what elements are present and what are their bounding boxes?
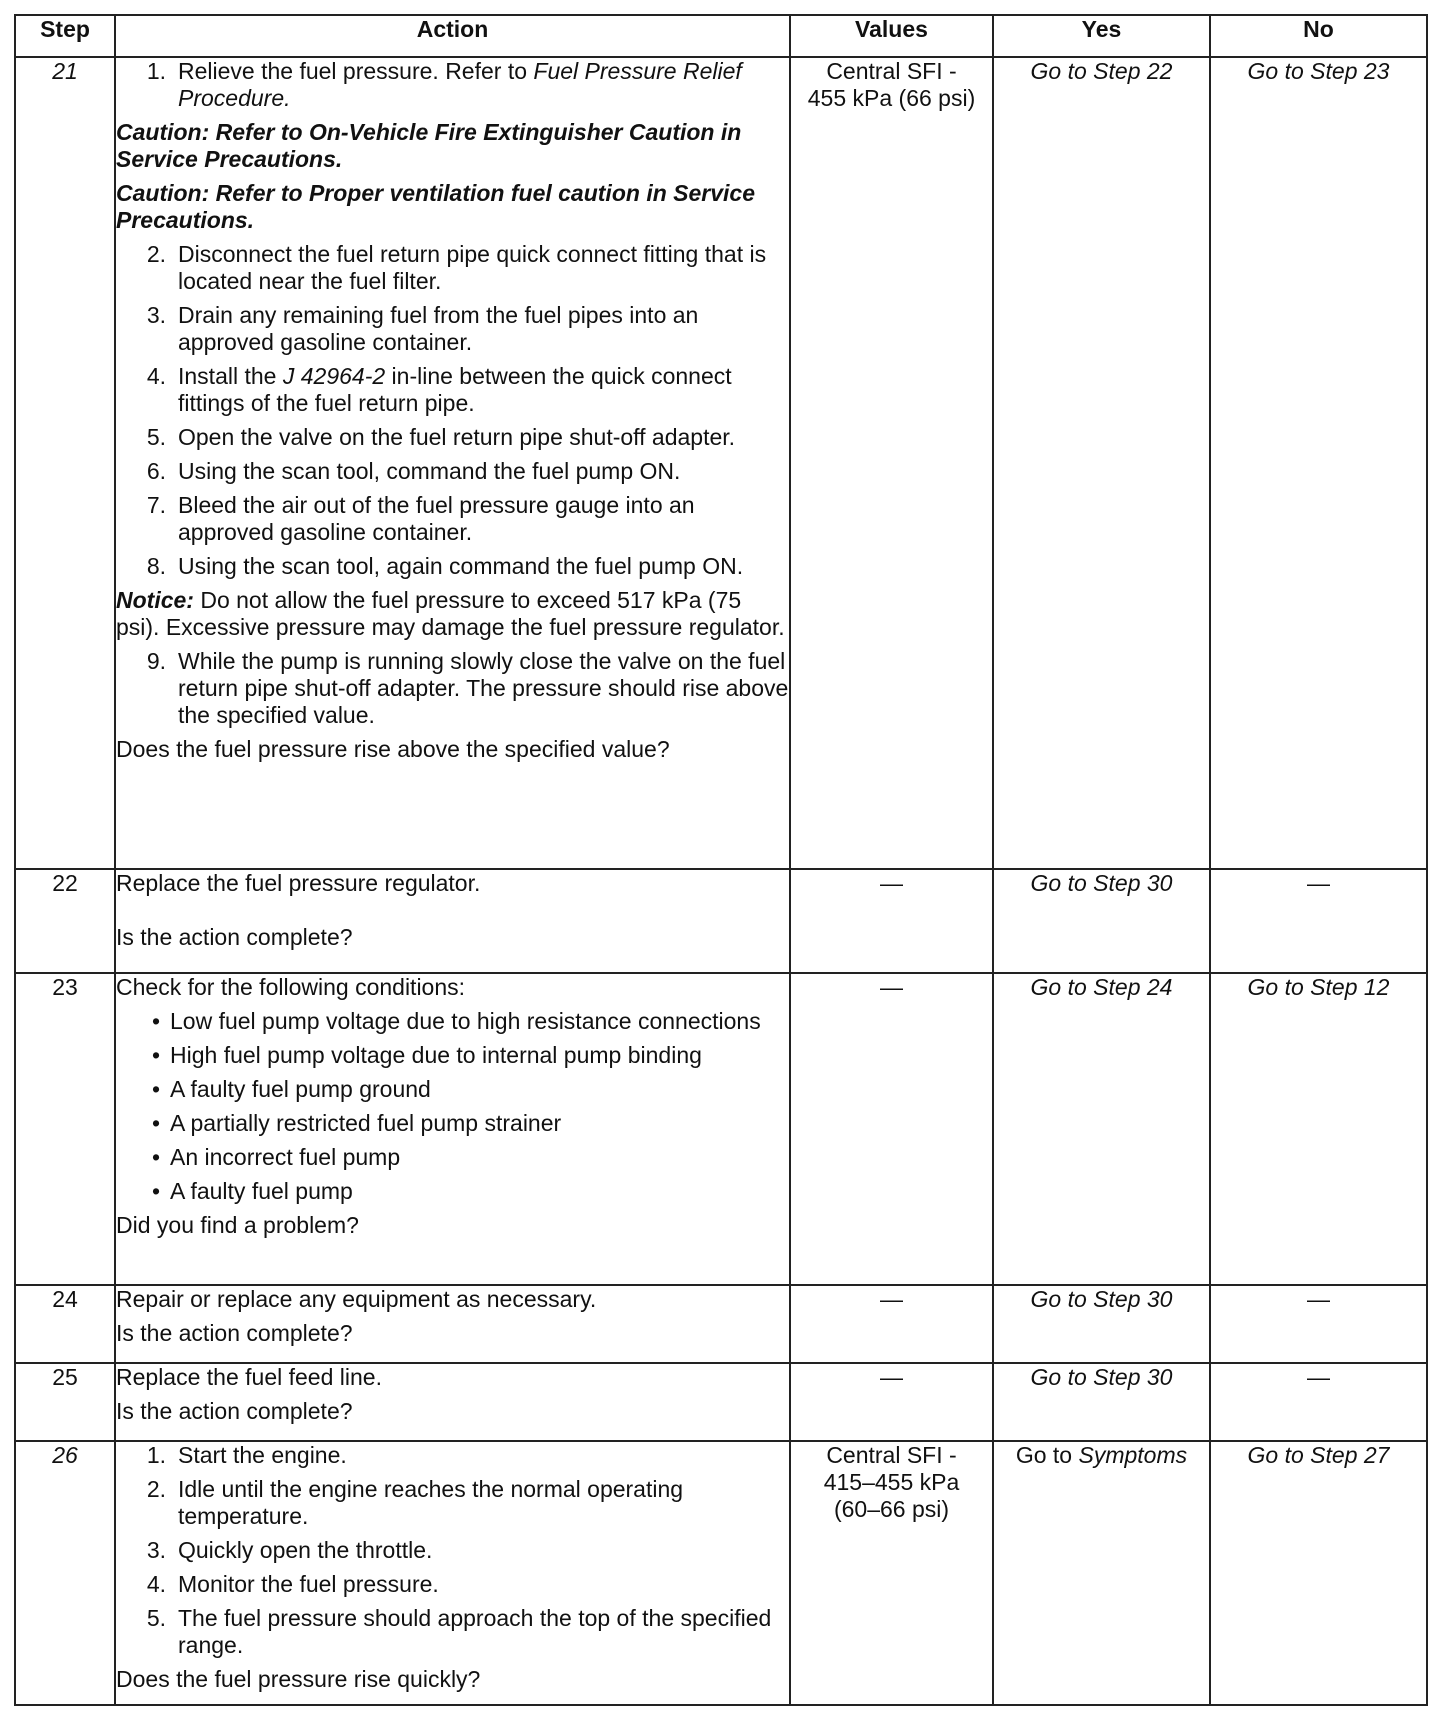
- list-item: 2. Idle until the engine reaches the normal operating temperature.: [146, 1476, 684, 1529]
- action-cell: Check for the following conditions: • Low fuel pump voltage due to high resistance connections • High fuel pump voltage due to internal pump binding • A faulty fuel pump ground • A partially restricted fuel pump strainer • An incorrect fuel pump • A faulty fuel pump Did you find a problem?: [115, 973, 790, 1285]
- values-cell: Central SFI - 455 kPa (66 psi): [790, 57, 993, 869]
- item-text: Open the valve on the fuel return pipe shut-off adapter.: [178, 424, 736, 450]
- question-text: Is the action complete?: [116, 1398, 353, 1424]
- list-item: 3. Drain any remaining fuel from the fuel pipes into an approved gasoline container.: [116, 302, 789, 356]
- no-cell: —: [1210, 869, 1427, 973]
- header-step: Step: [15, 15, 115, 57]
- list-item: 8. Using the scan tool, again command the fuel pump ON.: [146, 553, 744, 579]
- no-cell: Go to Step 27: [1210, 1441, 1427, 1705]
- item-text: Relieve the fuel pressure. Refer to: [178, 58, 534, 84]
- list-item: 1. Start the engine.: [146, 1442, 347, 1468]
- yes-cell: Go to Step 30: [993, 869, 1210, 973]
- yes-cell: Go to Symptoms: [993, 1441, 1210, 1705]
- table-row: [15, 1441, 1427, 1705]
- question-text: Does the fuel pressure rise above the specified value?: [116, 736, 670, 762]
- item-number: 1.: [146, 58, 166, 84]
- bullet-item: • A faulty fuel pump ground: [151, 1076, 431, 1102]
- list-item: 2. Disconnect the fuel return pipe quick connect fitting that is located near the fuel filter.: [116, 241, 789, 295]
- action-cell: [115, 57, 790, 869]
- bullet-item: • High fuel pump voltage due to internal pump binding: [151, 1042, 702, 1068]
- header-yes: Yes: [993, 15, 1210, 57]
- procedure-reference: Fuel Pressure Relief Procedure.: [178, 58, 742, 111]
- tool-reference: J 42964-2: [282, 363, 386, 389]
- list-item: 4. Install the J 42964-2 in-line between the quick connect fittings of the fuel return pipe.: [146, 363, 732, 416]
- step-number: 26: [15, 1441, 115, 1705]
- yes-cell: Go to Step 24: [993, 973, 1210, 1285]
- symptoms-reference: Symptoms: [1078, 1442, 1188, 1468]
- table-row: [15, 869, 1427, 973]
- values-cell: —: [790, 1363, 993, 1441]
- action-cell: Replace the fuel pressure regulator. Is the action complete?: [115, 869, 790, 973]
- action-cell: Repair or replace any equipment as necessary. Is the action complete?: [115, 1285, 790, 1363]
- question-text: Is the action complete?: [116, 1320, 353, 1346]
- step-number: 25: [15, 1363, 115, 1441]
- caution-text: Caution: Refer to On-Vehicle Fire Extinguisher Caution in Service Precautions.: [116, 119, 742, 172]
- step-number: 23: [15, 973, 115, 1285]
- table-row: [15, 1285, 1427, 1363]
- step-number: 24: [15, 1285, 115, 1363]
- no-cell: Go to Step 12: [1210, 973, 1427, 1285]
- diagnostic-table: [14, 14, 1428, 1706]
- notice-text: Notice: Do not allow the fuel pressure to exceed 517 kPa (75 psi). Excessive pressure may damage the fuel pressure regulator.: [116, 587, 785, 640]
- item-text: Using the scan tool, command the fuel pump ON.: [178, 458, 681, 484]
- table-row: [15, 57, 1427, 869]
- list-item: 9. While the pump is running slowly close the valve on the fuel return pipe shut-off adapter. The pressure should rise above the specified value.: [146, 648, 789, 728]
- header-row: [15, 15, 1427, 57]
- values-cell: —: [790, 973, 993, 1285]
- item-text: While the pump is running slowly close the valve on the fuel return pipe shut-off adapter. The pressure should rise above the specified value.: [178, 648, 789, 728]
- table-row: [15, 1363, 1427, 1441]
- yes-cell: Go to Step 30: [993, 1363, 1210, 1441]
- header-action: Action: [115, 15, 790, 57]
- no-cell: —: [1210, 1285, 1427, 1363]
- item-text: Disconnect the fuel return pipe quick connect fitting that is located near the fuel filter.: [178, 241, 767, 294]
- yes-cell: Go to Step 22: [993, 57, 1210, 869]
- values-cell: Central SFI - 415–455 kPa (60–66 psi): [790, 1441, 993, 1705]
- values-cell: —: [790, 869, 993, 973]
- list-item: 6. Using the scan tool, command the fuel pump ON.: [146, 458, 681, 484]
- header-no: No: [1210, 15, 1427, 57]
- action-cell: Replace the fuel feed line. Is the action complete?: [115, 1363, 790, 1441]
- item-text: Bleed the air out of the fuel pressure gauge into an approved gasoline container.: [178, 492, 695, 545]
- bullet-item: • Low fuel pump voltage due to high resistance connections: [151, 1008, 761, 1034]
- no-cell: Go to Step 23: [1210, 57, 1427, 869]
- bullet-item: • An incorrect fuel pump: [151, 1144, 401, 1170]
- no-cell: —: [1210, 1363, 1427, 1441]
- list-item: 5. The fuel pressure should approach the top of the specified range.: [146, 1605, 772, 1658]
- list-item: 7. Bleed the air out of the fuel pressure gauge into an approved gasoline container.: [116, 492, 789, 546]
- caution-text: Caution: Refer to Proper ventilation fuel caution in Service Precautions.: [116, 180, 755, 233]
- step-number: 21: [15, 57, 115, 869]
- question-text: Does the fuel pressure rise quickly?: [116, 1666, 481, 1692]
- list-item: 3. Quickly open the throttle.: [146, 1537, 433, 1563]
- bullet-item: • A partially restricted fuel pump strainer: [151, 1110, 562, 1136]
- yes-cell: Go to Step 30: [993, 1285, 1210, 1363]
- table-row: [15, 973, 1427, 1285]
- bullet-item: • A faulty fuel pump: [151, 1178, 353, 1204]
- list-item: [116, 58, 789, 112]
- header-values: Values: [790, 15, 993, 57]
- list-item: 4. Monitor the fuel pressure.: [146, 1571, 439, 1597]
- action-cell: [115, 1441, 790, 1705]
- step-number: 22: [15, 869, 115, 973]
- item-text: Drain any remaining fuel from the fuel pipes into an approved gasoline container.: [178, 302, 699, 355]
- item-text: Using the scan tool, again command the fuel pump ON.: [178, 553, 744, 579]
- list-item: 5. Open the valve on the fuel return pipe shut-off adapter.: [146, 424, 736, 450]
- values-cell: —: [790, 1285, 993, 1363]
- question-text: Did you find a problem?: [116, 1212, 359, 1238]
- question-text: Is the action complete?: [116, 924, 353, 950]
